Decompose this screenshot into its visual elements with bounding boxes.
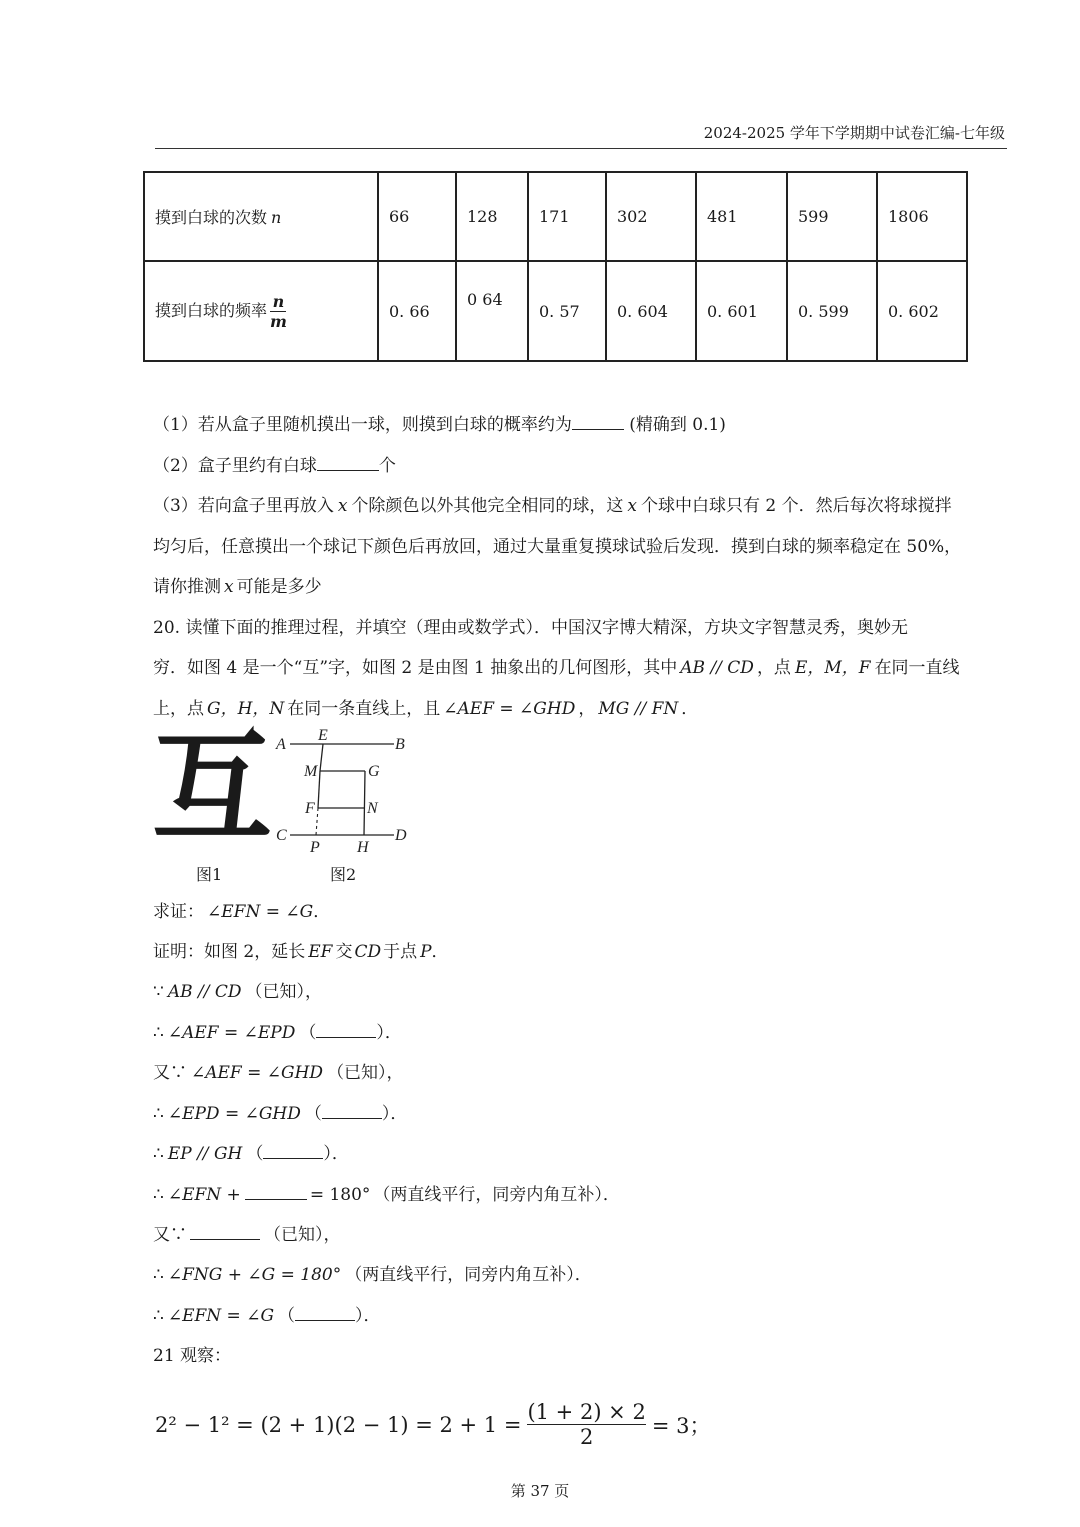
answer-blank[interactable]: [295, 1304, 355, 1321]
table-cell: 481: [696, 172, 787, 261]
q21-equation: [155, 1400, 710, 1449]
q19-part2-tail: 个: [378, 456, 396, 476]
q20-line2: [153, 653, 960, 678]
paren-open: （: [278, 1306, 296, 1326]
equation-right: = 3；: [651, 1413, 711, 1438]
proof-step-6: [153, 1180, 620, 1205]
answer-blank[interactable]: [245, 1183, 307, 1200]
row-label-count: [144, 172, 378, 261]
answer-blank[interactable]: [572, 413, 624, 430]
q20-math: MG // FN: [598, 699, 679, 719]
table-cell: 171: [528, 172, 606, 261]
paren-close: ）．: [381, 1104, 408, 1124]
label-m: M: [304, 763, 318, 780]
equation-fraction: [527, 1400, 645, 1449]
fraction-denominator: 2: [579, 1425, 594, 1449]
paren-close: ）．: [355, 1306, 381, 1326]
prove-end: ．: [313, 902, 331, 922]
answer-blank[interactable]: [322, 1102, 382, 1119]
equation-left: 2² − 1² = (2 + 1)(2 − 1) = 2 + 1 =: [155, 1412, 522, 1437]
q20-text: 在同一直线: [874, 658, 960, 678]
step-reason: （已知），: [327, 1063, 404, 1083]
answer-blank[interactable]: [263, 1142, 323, 1159]
q20-text: ，点: [756, 658, 791, 678]
paren-close: ）．: [376, 1023, 402, 1043]
prove-math: ∠EFN = ∠G: [207, 902, 314, 922]
step-math: EP // GH: [167, 1144, 243, 1164]
segment-fp-dashed: [316, 808, 318, 835]
q20-math: ∠AEF = ∠GHD: [443, 699, 576, 719]
fraction-numerator: n: [272, 291, 285, 311]
paren-open: （: [299, 1023, 317, 1043]
q20-line3: [153, 694, 698, 719]
var-x: x: [627, 496, 638, 516]
because-symbol: ∵: [153, 982, 164, 1002]
table-row: [144, 261, 967, 361]
table-cell: 0. 602: [877, 261, 967, 361]
q20-text: 上，点: [153, 699, 204, 719]
paren-close: ）．: [323, 1144, 349, 1164]
proof-step-7: [153, 1220, 341, 1245]
row-label-count-text: 摸到白球的次数: [155, 208, 268, 227]
q19-part3-text-d: 请你推测: [153, 577, 221, 597]
proof-text: ．: [431, 942, 449, 962]
row-label-frequency: [144, 261, 378, 361]
prove-statement: [153, 897, 330, 922]
fraction-denominator: m: [270, 311, 287, 331]
table-cell: 0 64: [456, 261, 528, 361]
q19-part3-line3: [153, 572, 322, 597]
proof-math: CD: [354, 942, 382, 962]
segment-mf: [318, 771, 320, 808]
table-cell: 1806: [877, 172, 967, 261]
therefore-symbol: ∴: [153, 1306, 164, 1326]
proof-text: 于点: [383, 942, 418, 962]
therefore-symbol: ∴: [153, 1144, 164, 1164]
frequency-fraction: [270, 292, 287, 331]
step-math: = 180°: [309, 1185, 371, 1205]
q19-part2: [153, 451, 396, 476]
q19-part3-line2: 均匀后，任意摸出一个球记下颜色后再放回，通过大量重复摸球试验后发现．摸到白球的频率稳定在 50%，: [153, 537, 962, 557]
q19-part3-text-b: 个除颜色以外其他完全相同的球，这: [351, 496, 624, 516]
answer-blank[interactable]: [190, 1223, 260, 1240]
table-cell: 66: [378, 172, 456, 261]
table-cell: 0. 57: [528, 261, 606, 361]
q19-part3-text-e: 可能是多少: [236, 577, 322, 597]
figure2-diagram: [268, 722, 428, 857]
q19-part1-note: (精确到 0.1): [629, 415, 726, 435]
q21-title: 21 观察：: [153, 1346, 232, 1366]
header-rule: [155, 148, 1007, 149]
step-reason: （已知），: [264, 1225, 341, 1245]
fraction-numerator: (1 + 2) × 2: [527, 1400, 646, 1424]
step-math: ∠AEF = ∠EPD: [167, 1023, 296, 1043]
step-math: ∠EFN = ∠G: [167, 1306, 275, 1326]
label-p: P: [310, 839, 320, 856]
proof-math: EF: [308, 942, 333, 962]
label-d: D: [395, 827, 407, 844]
page-number: 第 37 页: [510, 1482, 570, 1500]
var-x: x: [337, 496, 348, 516]
page-header: 2024-2025 学年下学期期中试卷汇编-七年级: [703, 124, 1005, 142]
step-math: ∠EFN +: [167, 1185, 241, 1205]
paren-open: （: [304, 1104, 322, 1124]
step-math: ∠FNG + ∠G = 180°: [167, 1265, 342, 1285]
table-cell: 0. 601: [696, 261, 787, 361]
q20-math: AB // CD: [680, 658, 754, 678]
proof-step-5: [153, 1139, 349, 1164]
therefore-symbol: ∴: [153, 1185, 164, 1205]
step-math: ∠EPD = ∠GHD: [167, 1104, 301, 1124]
step-math: ∠AEF = ∠GHD: [191, 1063, 324, 1083]
q19-part3-text-a: （3）若向盒子里再放入: [153, 496, 334, 516]
q19-part2-text: （2）盒子里约有白球: [153, 456, 317, 476]
proof-math: P: [420, 942, 432, 962]
segment-em: [320, 744, 323, 771]
proof-step-9: [153, 1301, 381, 1326]
frequency-table: [143, 171, 968, 362]
also-because: 又∵: [153, 1225, 187, 1245]
label-h: H: [357, 839, 369, 856]
proof-text: 证明：如图 2，延长: [153, 942, 306, 962]
q20-text: 在同一条直线上，且: [287, 699, 441, 719]
label-e: E: [318, 727, 328, 744]
table-row: [144, 172, 967, 261]
q20-text: 穷．如图 4 是一个“互”字，如图 2 是由图 1 抽象出的几何图形，其中: [153, 658, 678, 678]
prove-label: 求证：: [153, 902, 204, 922]
q20-text: ．: [681, 699, 699, 719]
table-cell: 302: [606, 172, 696, 261]
therefore-symbol: ∴: [153, 1023, 164, 1043]
step-reason: （两直线平行，同旁内角互补）．: [373, 1185, 620, 1205]
label-g: G: [368, 763, 380, 780]
therefore-symbol: ∴: [153, 1104, 164, 1124]
figure2-caption: 图2: [330, 865, 357, 884]
proof-step-3: [153, 1058, 404, 1083]
proof-step-2: [153, 1018, 402, 1043]
table-cell: 0. 599: [787, 261, 877, 361]
proof-step-1: [153, 977, 322, 1002]
label-n: N: [367, 800, 378, 817]
row-label-frequency-text: 摸到白球的频率: [155, 300, 268, 320]
table-cell: 0. 604: [606, 261, 696, 361]
table-cell: 0. 66: [378, 261, 456, 361]
table-cell: 128: [456, 172, 528, 261]
figure1-caption: 图1: [196, 865, 223, 884]
q19-part3-line1: [153, 491, 952, 516]
label-b: B: [395, 736, 405, 753]
step-math: AB // CD: [167, 982, 242, 1002]
q19-part1-text: （1）若从盒子里随机摸出一球，则摸到白球的概率约为: [153, 415, 572, 435]
q20-math: E，M，F: [794, 658, 871, 678]
segment-gh: [364, 771, 365, 835]
table-cell: 599: [787, 172, 877, 261]
q20-text: ，: [578, 699, 596, 719]
var-x: x: [224, 577, 234, 597]
row-label-count-var: n: [271, 208, 282, 227]
label-c: C: [276, 827, 287, 844]
q19-part1: [153, 410, 726, 435]
q19-part3-text-c: 个球中白球只有 2 个．然后每次将球搅拌: [641, 496, 952, 516]
figure1-hu-character: 互: [152, 719, 272, 858]
label-f: F: [305, 800, 315, 817]
step-reason: （两直线平行，同旁内角互补）．: [345, 1265, 592, 1285]
also-because: 又∵: [153, 1063, 187, 1083]
label-a: A: [276, 736, 286, 753]
step-reason: （已知），: [245, 982, 322, 1002]
paren-open: （: [246, 1144, 264, 1164]
therefore-symbol: ∴: [153, 1265, 164, 1285]
proof-text: 交: [335, 942, 353, 962]
q20-math: G，H，N: [207, 699, 285, 719]
answer-blank[interactable]: [316, 1021, 376, 1038]
answer-blank[interactable]: [317, 454, 379, 471]
proof-step-4: [153, 1099, 407, 1124]
proof-step-8: [153, 1260, 592, 1285]
q20-line1: 20. 读懂下面的推理过程，并填空（理由或数学式）．中国汉字博大精深，方块文字智慧灵秀，奥妙无: [153, 618, 908, 638]
proof-intro: [153, 937, 449, 962]
